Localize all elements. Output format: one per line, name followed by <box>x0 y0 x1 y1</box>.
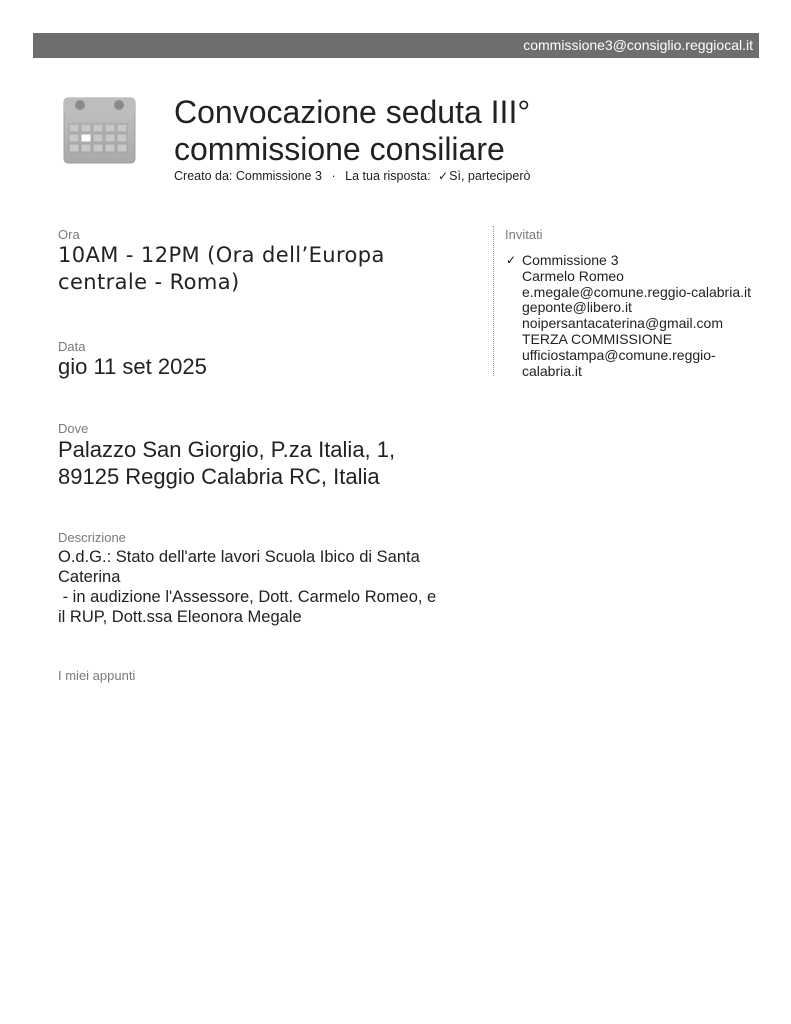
response-label: La tua risposta: <box>345 169 431 183</box>
invitati-label: Invitati <box>505 227 543 242</box>
invitato-item: Carmelo Romeo <box>522 267 624 284</box>
response-value: Sì, parteciperò <box>449 169 531 183</box>
invitato-item: calabria.it <box>522 362 582 379</box>
event-title-line1: Convocazione seduta III° <box>174 94 531 130</box>
invitato-item: noipersantacaterina@gmail.com <box>522 315 723 332</box>
invitato-item: ufficiostampa@comune.reggio- <box>522 346 716 363</box>
header-bar <box>33 33 759 58</box>
dove-value <box>58 436 478 490</box>
descrizione-line2: Caterina <box>58 568 121 586</box>
created-by-value: Commissione 3 <box>235 169 322 183</box>
dove-label: Dove <box>58 421 89 436</box>
descrizione-line3: - in audizione l'Assessore, Dott. Carmelo Romeo, e <box>58 588 437 606</box>
event-title <box>174 94 734 168</box>
invitato-item: Commissione 3 <box>522 252 619 268</box>
event-meta <box>174 169 530 183</box>
descrizione-value <box>58 547 478 627</box>
created-by-label: Creato da: <box>174 169 233 183</box>
dove-line1: Palazzo San Giorgio, P.za Italia, 1, <box>58 437 396 462</box>
invitato-item: geponte@libero.it <box>522 299 632 316</box>
invitato-item: e.megale@comune.reggio-calabria.it <box>522 283 751 300</box>
data-label: Data <box>58 339 86 354</box>
invitato-item: TERZA COMMISSIONE <box>522 330 673 347</box>
event-title-line2: commissione consiliare <box>174 131 505 167</box>
descrizione-line4: il RUP, Dott.ssa Eleonora Megale <box>58 608 302 626</box>
ora-line1: 10AM - 12PM (Ora dell’Europa <box>58 243 385 267</box>
calendar-icon <box>63 97 136 164</box>
meta-separator: · <box>331 169 336 183</box>
invitati-list <box>505 253 775 379</box>
ora-label: Ora <box>58 227 80 242</box>
check-icon: ✓ <box>506 253 517 267</box>
data-value: gio 11 set 2025 <box>58 354 207 379</box>
ora-value <box>58 242 478 296</box>
dove-line2: 89125 Reggio Calabria RC, Italia <box>58 464 380 489</box>
descrizione-line1: O.d.G.: Stato dell'arte lavori Scuola Ibico di Santa <box>58 548 420 566</box>
ora-line2: centrale - Roma) <box>58 270 240 294</box>
descrizione-label: Descrizione <box>58 530 126 545</box>
account-email: commissione3@consiglio.reggiocal.it <box>523 37 753 53</box>
appunti-label: I miei appunti <box>58 668 136 683</box>
check-icon: ✓ <box>438 169 449 183</box>
invitati-panel <box>493 226 775 379</box>
